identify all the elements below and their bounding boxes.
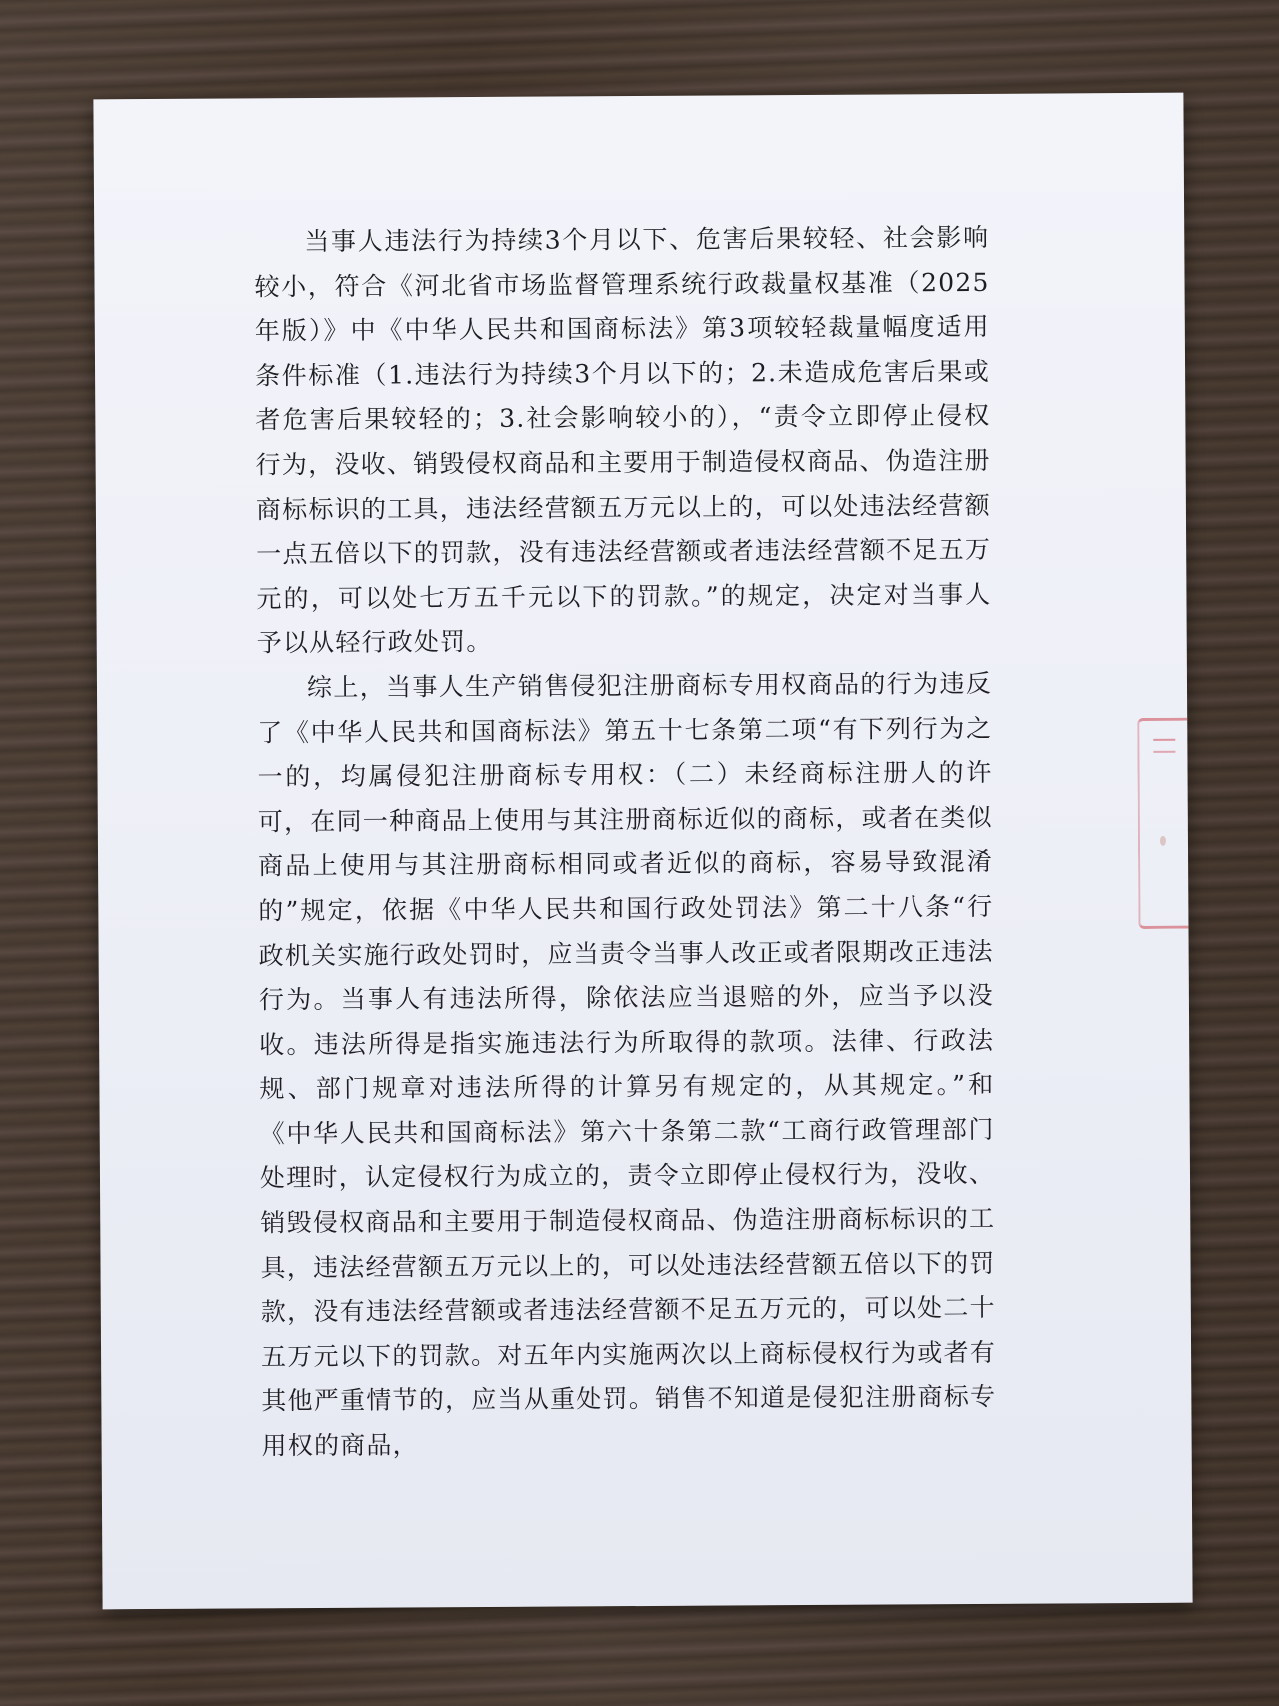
paragraph-legal-basis: 综上，当事人生产销售侵犯注册商标专用权商品的行为违反了《中华人民共和国商标法》第五十七条第二项“有下列行为之一的，均属侵犯注册商标专用权：（二）未经商标注册人的许可，在同一种商品上使用与其注册商标近似的商标，或者在类似商品上使用与其注册商标相同或者近似的商标，容易导致混淆的”规定，依据《中华人民共和国行政处罚法》第二十八条“行政机关实施行政处罚时，应当责令当事人改正或者限期改正违法行为。当事人有违法所得，除依法应当退赔的外，应当予以没收。违法所得是指实施违法行为所取得的款项。法律、行政法规、部门规章对违法所得的计算另有规定的，从其规定。”和《中华人民共和国商标法》第六十条第二款“工商行政管理部门处理时，认定侵权行为成立的，责令立即停止侵权行为，没收、销毁侵权商品和主要用于制造侵权商品、伪造注册商标标识的工具，违法经营额五万元以上的，可以处违法经营额五倍以下的罚款，没有违法经营额或者违法经营额不足五万元的，可以处二十五万元以下的罚款。对五年内实施两次以上商标侵权行为或者有其他严重情节的，应当从重处罚。销售不知道是侵犯注册商标专用权的商品， [257,668,997,1461]
seam-seal-stamp [1137,718,1188,929]
stamp-dot [1160,836,1166,846]
document-page [93,93,1192,1610]
paragraph-mitigated-penalty: 当事人违法行为持续3个月以下、危害后果较轻、社会影响较小，符合《河北省市场监督管理系统行政裁量权基准（2025 年版）》中《中华人民共和国商标法》第3项较轻裁量幅度适用条件标准（1.违法行为持续3个月以下的；2.未造成危害后果或者危害后果较轻的；3.社会影响较小的），“责令立即停止侵权行为，没收、销毁侵权商品和主要用于制造侵权商品、伪造注册商标标识的工具，违法经营额五万元以上的，可以处违法经营额一点五倍以下的罚款，没有违法经营额或者违法经营额不足五万元的，可以处七万五千元以下的罚款。”的规定，决定对当事人予以从轻行政处罚。 [254,222,992,658]
stamp-mark [1153,739,1175,753]
document-text-body [254,216,997,1469]
